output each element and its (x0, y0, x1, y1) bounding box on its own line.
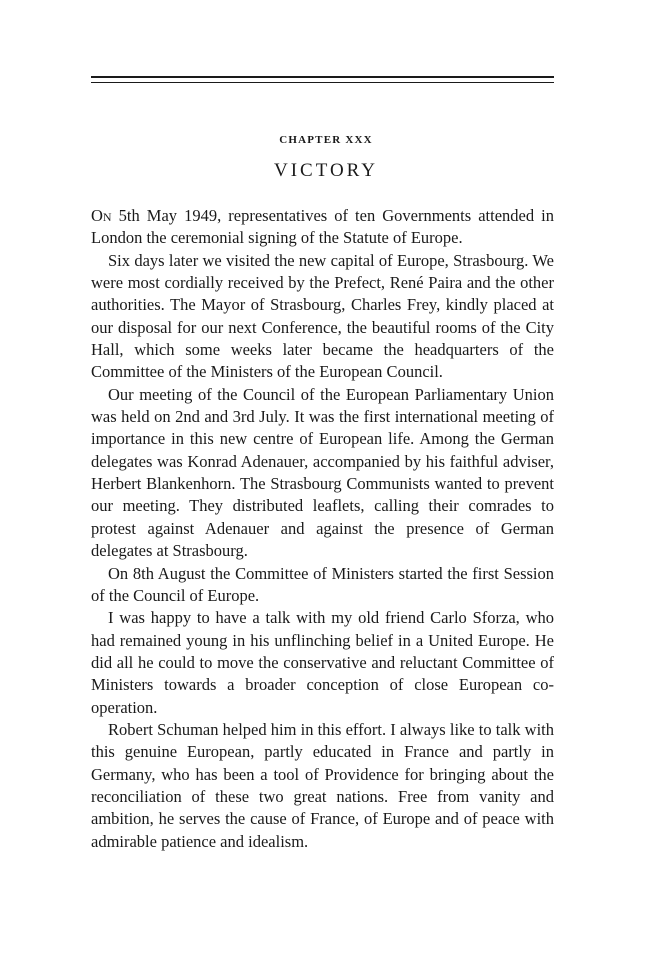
chapter-title: VICTORY (273, 160, 379, 181)
chapter-body (91, 205, 554, 853)
paragraph-1 (91, 205, 554, 250)
chapter-number: CHAPTER XXX (279, 134, 373, 146)
header-rule-thick (91, 76, 554, 78)
paragraph-1-text: 5th May 1949, representatives of ten Governments attended in London the ceremonial signing of the Statute of Europe. (91, 206, 554, 248)
paragraph-4: On 8th August the Committee of Ministers started the first Session of the Council of Europe. (91, 563, 554, 605)
paragraph-2: Six days later we visited the new capital of Europe, Strasbourg. We were most cordially received by the Prefect, René Paira and the other authorities. The Mayor of Strasbourg, Charles Frey, kindly placed at our disposal for our next Conference, the beautiful rooms of the City Hall, which some weeks later became the headquarters of the Committee of the Ministers of the European Council. (91, 250, 554, 382)
paragraph-1-lead: On (91, 206, 112, 225)
paragraph-5: I was happy to have a talk with my old friend Carlo Sforza, who had remained young in his unflinching belief in a United Europe. He did all he could to move the conservative and reluctant Committee of Ministers towards a broader conception of close European co-operation. (91, 608, 554, 717)
paragraph-3: Our meeting of the Council of the European Parliamentary Union was held on 2nd and 3rd July. It was the first international meeting of importance in this new centre of European life. Among the German delegates was Konrad Adenauer, accompanied by his faithful adviser, Herbert Blankenhorn. The Strasbourg Communists wanted to prevent our meeting. They distributed leaflets, calling their comrades to protest against Adenauer and against the presence of German delegates at Strasbourg. (91, 384, 554, 561)
header-rule-thin (91, 82, 554, 83)
paragraph-6: Robert Schuman helped him in this effort. I always like to talk with this genuine European, partly educated in France and partly in Germany, who has been a tool of Providence for bringing about the reconciliation of these two great nations. Free from vanity and ambition, he serves the cause of France, of Europe and of peace with admirable patience and idealism. (91, 719, 554, 851)
